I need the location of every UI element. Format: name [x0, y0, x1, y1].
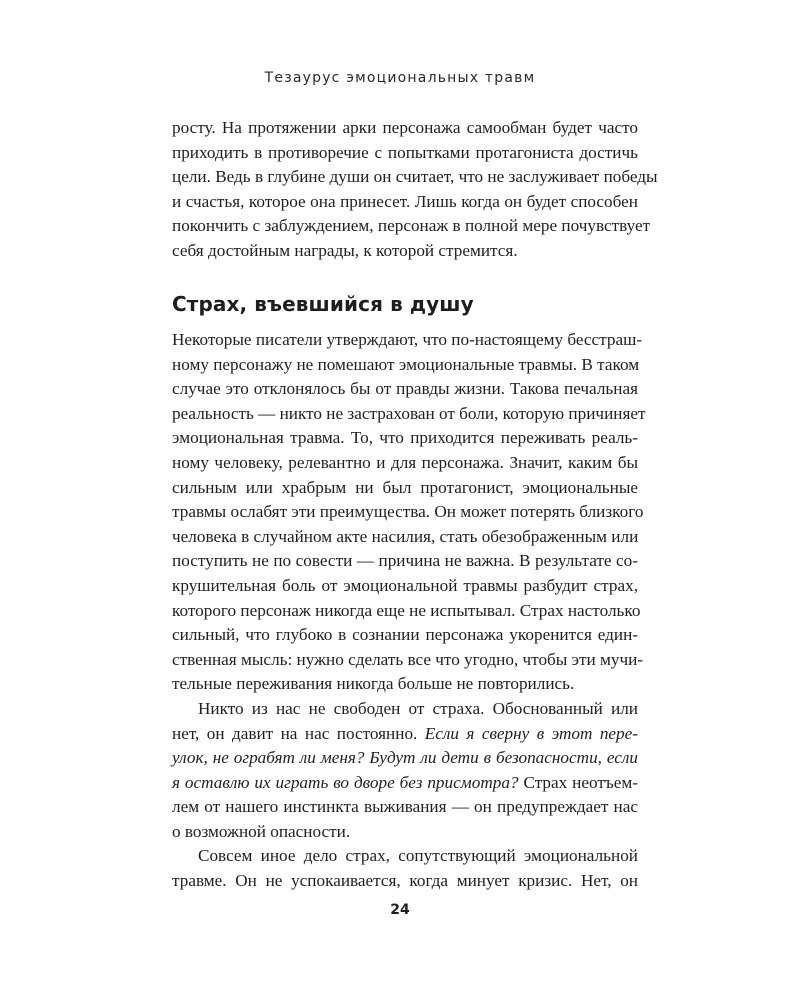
text-line: сильным или храбрым ни был протагонист, эмоциональные [172, 477, 638, 497]
text-normal: Страх неотъем- [518, 772, 638, 792]
text-line: ному человеку, релевантно и для персонажа. Значит, каким бы [172, 452, 638, 472]
text-italic: я оставлю их играть во дворе без присмотра? [172, 772, 519, 792]
text-line: травмы ослабят эти преимущества. Он может потерять близкого [172, 502, 644, 522]
section-heading: Страх, въевшийся в душу [172, 292, 474, 316]
intro-paragraph [172, 116, 658, 264]
text-line: Некоторые писатели утверждают, что по-настоящему бесстраш- [172, 330, 643, 349]
running-title: Тезаурус эмоциональных травм [264, 70, 536, 86]
text-line: лем от нашего инстинкта выживания — он предупреждает нас [172, 797, 638, 817]
text-line: о возможной опасности. [172, 821, 351, 841]
text-line: приходить в противоречие с попытками протагониста достичь [172, 142, 638, 162]
text-line: ному персонажу не помешают эмоциональные травмы. В таком [172, 354, 640, 374]
text-line [172, 722, 638, 747]
text-line: реальность — никто не застрахован от боли, которую причиняет [172, 403, 646, 423]
text-line [172, 771, 638, 796]
text-line: Совсем иное дело страх, сопутствующий эмоциональной [198, 846, 638, 866]
text-line: Никто из нас не свободен от страха. Обоснованный или [198, 698, 638, 718]
text-line: сильный, что глубоко в сознании персонажа укоренится един- [172, 625, 638, 645]
text-line: росту. На протяжении арки персонажа самообман будет часто [172, 118, 638, 137]
text-line: травме. Он не успокаивается, когда минует кризис. Нет, он [172, 871, 638, 891]
text-line: эмоциональная травма. То, что приходится переживать реаль- [172, 428, 638, 448]
text-line: человека в случайном акте насилия, стать обезображенным или [172, 526, 639, 546]
text-line: ственная мысль: нужно сделать все что угодно, чтобы эти мучи- [172, 649, 644, 669]
section-paragraph-1 [172, 328, 646, 894]
page-number: 24 [390, 902, 410, 918]
text-line [172, 746, 638, 771]
text-italic: Если я сверну в этот пере- [424, 723, 638, 743]
text-line: тельные переживания никогда больше не повторились. [172, 674, 575, 694]
text-line: покончить с заблуждением, персонаж в полной мере почувствует [172, 216, 651, 236]
text-italic: улок, не ограбят ли меня? Будут ли дети в безопасности, если [172, 748, 638, 768]
text-line: крушительная боль от эмоциональной травмы разбудит страх, [172, 575, 638, 595]
text-normal: нет, он давит на нас постоянно. [172, 723, 425, 743]
text-line: поступить не по совести — причина не важна. В результате со- [172, 551, 638, 571]
text-line: и счастья, которое она принесет. Лишь когда он будет способен [172, 191, 638, 211]
text-line: цели. Ведь в глубине души он считает, что не заслуживает победы [172, 167, 658, 187]
text-line: случае это отклонялось бы от правды жизни. Такова печальная [172, 379, 638, 399]
text-line: которого персонаж никогда еще не испытывал. Страх настолько [172, 600, 641, 620]
text-line: себя достойным награды, к которой стремится. [172, 240, 518, 260]
